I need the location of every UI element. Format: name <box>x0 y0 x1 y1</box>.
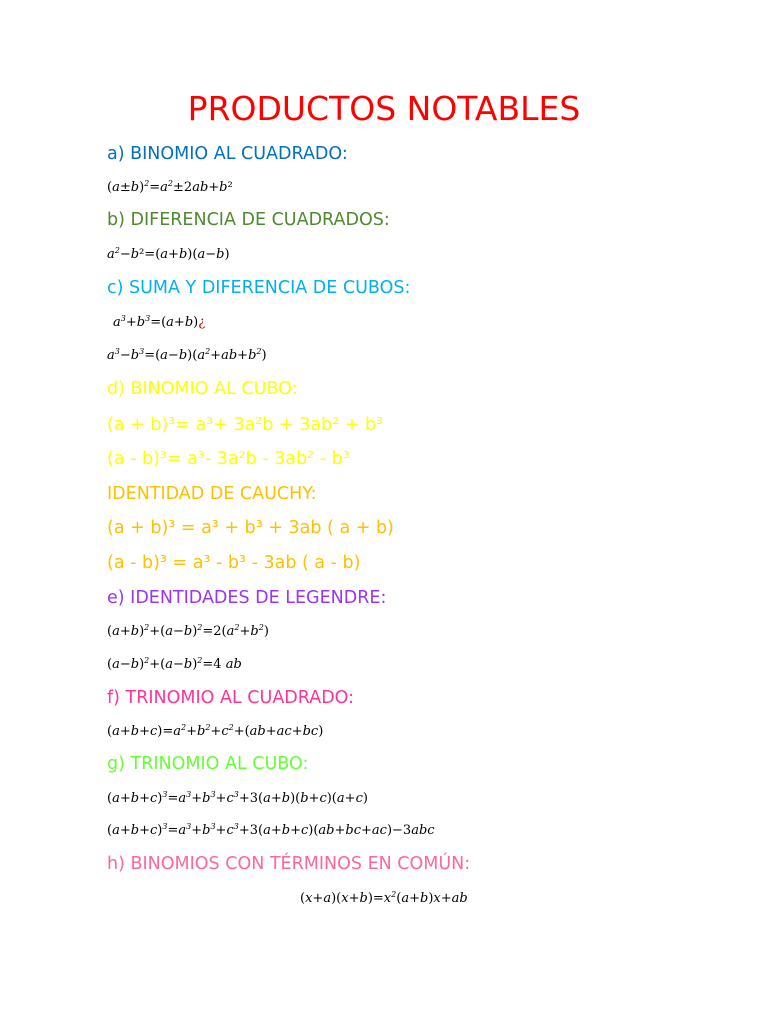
formula-binomios-con-terminos-en-comun: $(x+a)(x+b)=x^2(a+b)x+ab$ <box>300 890 468 906</box>
formula-binomio-al-cuadrado: $(a\pm b)^2=a^2\pm 2ab+b^2$ <box>107 179 233 195</box>
heading-trinomio-al-cuadrado: f) TRINOMIO AL CUADRADO: <box>107 688 355 708</box>
formula-cauchy-resta: (a - b)³ = a³ - b³ - 3ab ( a - b) <box>107 553 361 573</box>
formula-diferencia-de-cuadrados: $a^2-b^2=(a+b)(a-b)$ <box>107 246 230 262</box>
heading-suma-y-diferencia-de-cubos: c) SUMA Y DIFERENCIA DE CUBOS: <box>107 278 411 298</box>
page-title: PRODUCTOS NOTABLES <box>187 89 581 128</box>
formula-suma-de-cubos: $a^3+b^3=(a+b)¿$ <box>113 314 206 330</box>
formula-diferencia-de-cubos: $a^3-b^3=(a-b)(a^2+ab+b^2)$ <box>107 347 267 363</box>
formula-trinomio-al-cubo-2: $(a+b+c)^3=a^3+b^3+c^3+3(a+b+c)(ab+bc+ac)-3abc$ <box>107 822 435 838</box>
formula-trinomio-al-cubo-1: $(a+b+c)^3=a^3+b^3+c^3+3(a+b)(b+c)(a+c)$ <box>107 790 368 806</box>
heading-binomio-al-cubo: d) BINOMIO AL CUBO: <box>107 379 298 399</box>
formula-legendre-2: $(a-b)^2+(a-b)^2=4$ ab <box>107 656 242 672</box>
formula-binomio-al-cubo-suma: (a + b)³= a³+ 3a²b + 3ab² + b³ <box>107 415 384 435</box>
formula-legendre-1: $(a+b)^2+(a-b)^2=2(a^2+b^2)$ <box>107 623 269 639</box>
heading-binomio-al-cuadrado: a) BINOMIO AL CUADRADO: <box>107 144 348 164</box>
formula-trinomio-al-cuadrado: $(a+b+c)=a^2+b^2+c^2+(ab+ac+bc)$ <box>107 723 324 739</box>
formula-binomio-al-cubo-resta: (a - b)³= a³- 3a²b - 3ab² - b³ <box>107 449 350 469</box>
heading-binomios-con-terminos-en-comun: h) BINOMIOS CON TÉRMINOS EN COMÚN: <box>107 854 471 874</box>
heading-identidades-de-legendre: e) IDENTIDADES DE LEGENDRE: <box>107 588 387 608</box>
heading-identidad-de-cauchy: IDENTIDAD DE CAUCHY: <box>107 484 317 504</box>
heading-diferencia-de-cuadrados: b) DIFERENCIA DE CUADRADOS: <box>107 210 390 230</box>
formula-cauchy-suma: (a + b)³ = a³ + b³ + 3ab ( a + b) <box>107 518 394 538</box>
heading-trinomio-al-cubo: g) TRINOMIO AL CUBO: <box>107 754 309 774</box>
